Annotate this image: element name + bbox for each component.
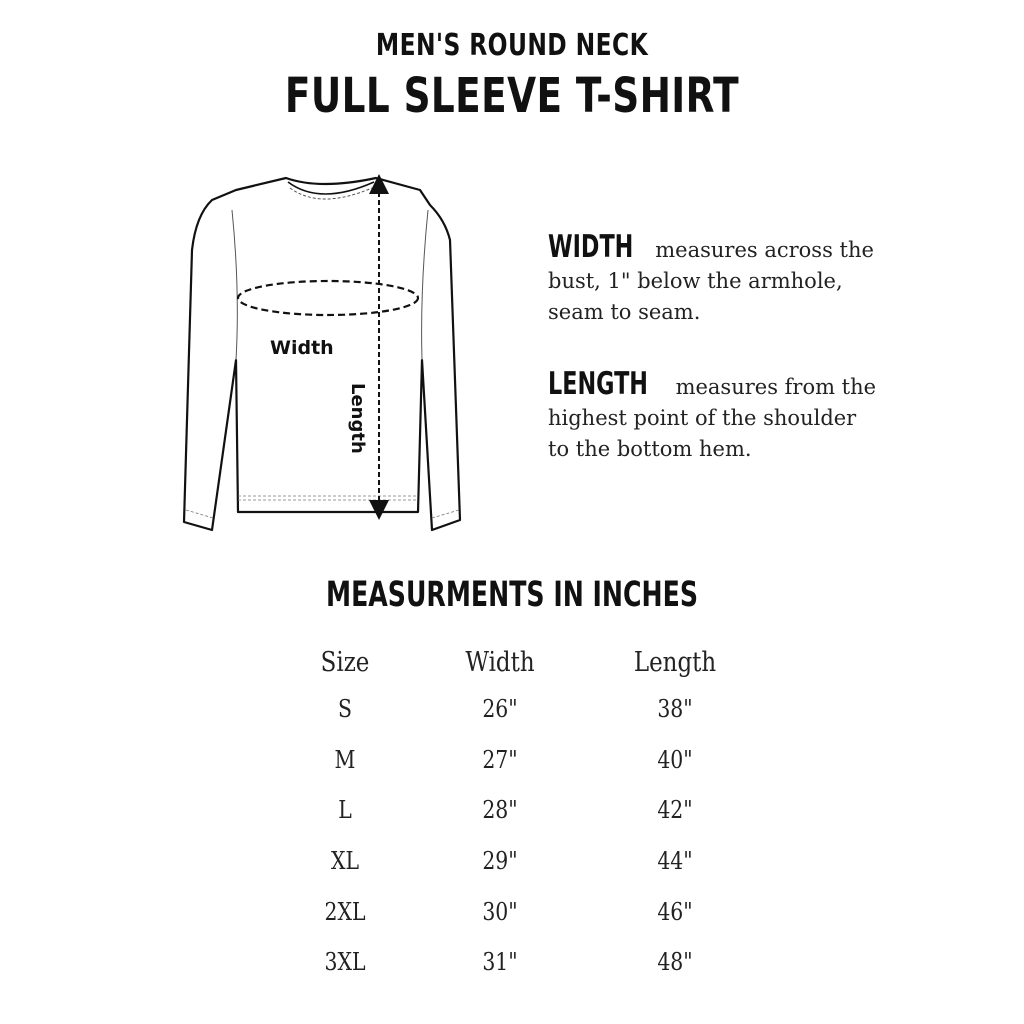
table-row bbox=[280, 785, 760, 836]
header-size: Size bbox=[320, 646, 370, 678]
width-description-text: measures across the bust, 1" below the armhole, seam to seam. bbox=[548, 238, 874, 324]
table-row bbox=[280, 886, 760, 937]
table-title: MEASURMENTS IN INCHES bbox=[326, 575, 698, 615]
cell-width: 29" bbox=[482, 847, 518, 876]
cell-width: 30" bbox=[482, 897, 518, 926]
width-keyword: WIDTH bbox=[548, 229, 634, 265]
length-keyword: LENGTH bbox=[548, 366, 648, 402]
cell-width: 31" bbox=[482, 948, 518, 977]
cell-length: 44" bbox=[657, 847, 693, 876]
length-description bbox=[548, 366, 878, 465]
table-header-row bbox=[280, 640, 760, 684]
cell-size: L bbox=[338, 796, 352, 825]
table-row bbox=[280, 937, 760, 988]
page-title: FULL SLEEVE T-SHIRT bbox=[284, 68, 740, 124]
length-label: Length bbox=[347, 383, 368, 454]
cell-length: 40" bbox=[657, 745, 693, 774]
cell-size: XL bbox=[330, 847, 360, 876]
chart-subtitle: MEN'S ROUND NECK bbox=[375, 28, 649, 63]
cell-size: S bbox=[338, 695, 352, 724]
cell-length: 48" bbox=[657, 948, 693, 977]
tshirt-diagram bbox=[170, 170, 470, 550]
size-table bbox=[280, 640, 760, 988]
header-width: Width bbox=[465, 646, 535, 678]
cell-size: 2XL bbox=[324, 897, 366, 926]
cell-width: 27" bbox=[482, 745, 518, 774]
header-length: Length bbox=[633, 646, 717, 678]
width-label: Width bbox=[270, 337, 334, 359]
cell-width: 26" bbox=[482, 695, 518, 724]
cell-size: M bbox=[334, 745, 356, 774]
table-row bbox=[280, 684, 760, 735]
cell-width: 28" bbox=[482, 796, 518, 825]
cell-length: 42" bbox=[657, 796, 693, 825]
cell-size: 3XL bbox=[324, 948, 366, 977]
table-row bbox=[280, 735, 760, 786]
cell-length: 46" bbox=[657, 897, 693, 926]
width-description bbox=[548, 229, 878, 328]
cell-length: 38" bbox=[657, 695, 693, 724]
table-row bbox=[280, 836, 760, 887]
length-description-text: measures from the highest point of the shoulder to the bottom hem. bbox=[548, 375, 877, 461]
